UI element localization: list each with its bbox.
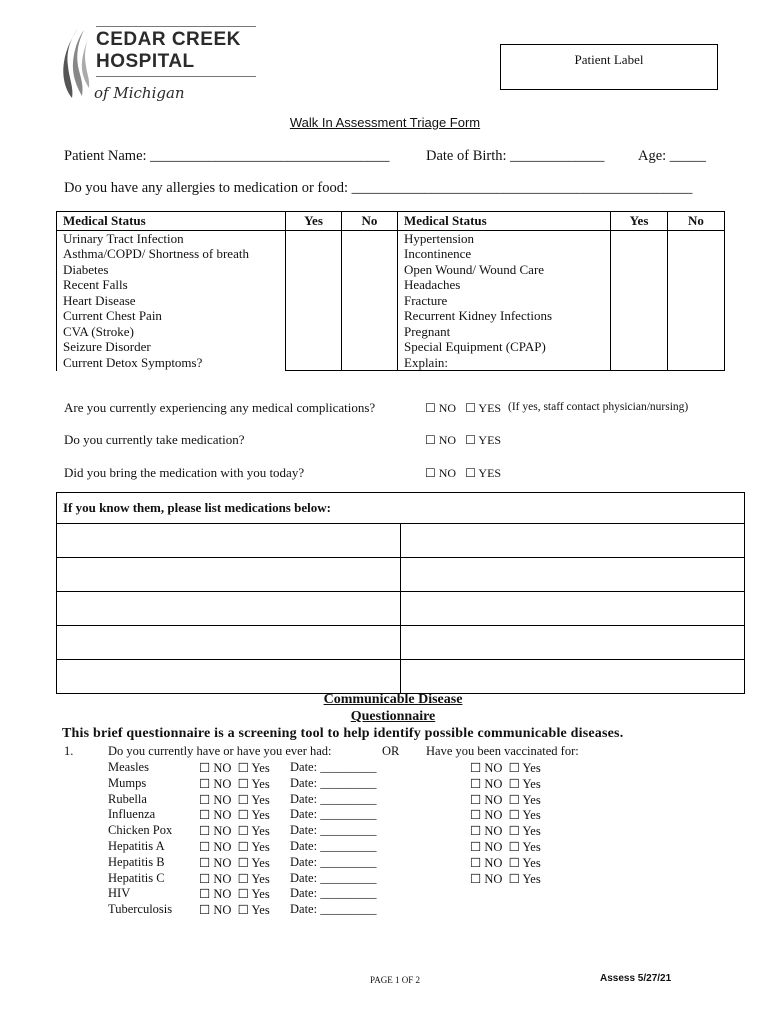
- form-title: Walk In Assessment Triage Form: [289, 115, 481, 130]
- question-brought-medication: Did you bring the medication with you today?: [64, 465, 305, 480]
- table-row: [57, 493, 745, 524]
- condition-label: Special Equipment (CPAP): [404, 339, 546, 354]
- history-checkboxes[interactable]: ☐ NO ☐ Yes: [199, 761, 270, 775]
- vaccine-checkboxes[interactable]: ☐ NO ☐ Yes: [470, 808, 541, 823]
- history-checkboxes[interactable]: ☐ NO ☐ Yes: [199, 855, 270, 870]
- history-checkboxes[interactable]: ☐ NO ☐ Yes: [199, 887, 270, 902]
- med-entry-cell[interactable]: [57, 592, 401, 626]
- disease-label: Mumps: [108, 775, 147, 790]
- disease-label: Rubella: [108, 791, 147, 806]
- communicable-title-line1: Communicable Disease: [323, 692, 463, 707]
- history-checkboxes[interactable]: ☐ NO ☐ Yes: [199, 776, 270, 791]
- left-conditions-cell: [57, 230, 286, 371]
- med-entry-cell[interactable]: [57, 558, 401, 592]
- condition-label: Current Detox Symptoms?: [63, 354, 203, 370]
- date-field[interactable]: Date: _________: [290, 775, 377, 790]
- table-row: [57, 524, 745, 558]
- med-entry-cell[interactable]: [401, 626, 745, 660]
- date-field[interactable]: Date: _________: [290, 886, 377, 901]
- vaccine-checkboxes[interactable]: ☐ NO ☐ Yes: [470, 871, 541, 886]
- date-field[interactable]: Date: _________: [290, 823, 377, 838]
- vaccine-checkboxes[interactable]: ☐ NO ☐ Yes: [470, 840, 541, 854]
- logo-rule-bottom: [96, 76, 256, 77]
- condition-label: Pregnant: [404, 323, 451, 339]
- condition-label: Diabetes: [63, 261, 109, 277]
- history-checkboxes[interactable]: ☐ NO ☐ Yes: [199, 840, 270, 854]
- condition-label: Hypertension: [404, 230, 475, 246]
- communicable-intro: This brief questionnaire is a screening tool to help identify possible communicable diseases.: [62, 726, 624, 741]
- col-header: No: [342, 212, 398, 231]
- med-entry-cell[interactable]: [401, 524, 745, 558]
- disease-label: Hepatitis C: [108, 870, 165, 885]
- med-entry-cell[interactable]: [401, 660, 745, 694]
- history-checkboxes[interactable]: ☐ NO ☐ Yes: [199, 808, 270, 823]
- condition-label: Recent Falls: [63, 277, 128, 292]
- question-number: 1.: [64, 744, 74, 758]
- date-field[interactable]: Date: _________: [290, 839, 377, 853]
- condition-label: Incontinence: [404, 246, 472, 261]
- condition-label: Current Chest Pain: [63, 308, 162, 323]
- condition-label: Urinary Tract Infection: [63, 230, 184, 246]
- date-field[interactable]: Date: _________: [290, 870, 377, 885]
- vaccine-checkboxes[interactable]: ☐ NO ☐ Yes: [470, 824, 541, 839]
- med-entry-cell[interactable]: [57, 524, 401, 558]
- left-no-cell[interactable]: [342, 230, 398, 371]
- logo-rule-top: [96, 26, 256, 27]
- question-complications: Are you currently experiencing any medical complications?: [64, 400, 376, 415]
- col-header: Medical Status: [57, 212, 286, 231]
- date-field[interactable]: Date: _________: [290, 902, 377, 917]
- disease-label: Tuberculosis: [108, 902, 173, 917]
- flame-logo-icon: [62, 26, 92, 100]
- or-label: OR: [382, 744, 400, 758]
- vaccine-checkboxes[interactable]: ☐ NO ☐ Yes: [470, 792, 541, 807]
- disease-label: Hepatitis B: [108, 854, 165, 869]
- complications-note: (If yes, staff contact physician/nursing): [508, 401, 689, 413]
- med-entry-cell[interactable]: [401, 558, 745, 592]
- condition-label: Seizure Disorder: [63, 339, 151, 354]
- complications-checkboxes[interactable]: ☐ NO ☐ YES: [425, 401, 502, 415]
- date-field[interactable]: Date: _________: [290, 760, 377, 774]
- table-row: [57, 558, 745, 592]
- table-row: [57, 660, 745, 694]
- disease-label: HIV: [108, 886, 131, 901]
- col-header: Yes: [286, 212, 342, 231]
- table-row: [57, 626, 745, 660]
- disease-label: Measles: [108, 760, 149, 774]
- logo-line2: HOSPITAL: [96, 51, 195, 72]
- condition-label: CVA (Stroke): [63, 323, 134, 339]
- vaccine-checkboxes[interactable]: ☐ NO ☐ Yes: [470, 761, 541, 775]
- right-conditions-cell: [398, 230, 611, 371]
- communicable-title-line2: Questionnaire: [350, 709, 436, 724]
- brought-medication-checkboxes[interactable]: ☐ NO ☐ YES: [425, 466, 502, 480]
- history-checkboxes[interactable]: ☐ NO ☐ Yes: [199, 792, 270, 807]
- col-header: Medical Status: [398, 212, 611, 231]
- date-field[interactable]: Date: _________: [290, 807, 377, 822]
- meds-header: If you know them, please list medications below:: [57, 493, 745, 524]
- disease-label: Hepatitis A: [108, 839, 165, 853]
- condition-label: Asthma/COPD/ Shortness of breath: [63, 246, 249, 261]
- vaccine-checkboxes[interactable]: ☐ NO ☐ Yes: [470, 855, 541, 870]
- history-checkboxes[interactable]: ☐ NO ☐ Yes: [199, 871, 270, 886]
- dob-field[interactable]: Date of Birth: _____________: [426, 148, 605, 164]
- page-number: PAGE 1 OF 2: [370, 975, 420, 985]
- question-medication: Do you currently take medication?: [64, 432, 245, 447]
- table-row: [57, 592, 745, 626]
- table-row: [57, 230, 725, 371]
- table-row: [57, 212, 725, 231]
- left-yes-cell[interactable]: [286, 230, 342, 371]
- patient-label-box[interactable]: Patient Label: [500, 44, 718, 90]
- condition-label: Heart Disease: [63, 292, 136, 308]
- condition-label: Open Wound/ Wound Care: [404, 261, 545, 277]
- medications-table: [56, 492, 745, 694]
- col-header: No: [668, 212, 725, 231]
- disease-label: Influenza: [108, 807, 156, 822]
- vaccination-question: Have you been vaccinated for:: [426, 744, 579, 758]
- logo-line1: CEDAR CREEK: [96, 29, 241, 50]
- med-entry-cell[interactable]: [57, 626, 401, 660]
- communicable-title: [0, 691, 770, 725]
- logo-line3: of Michigan: [94, 84, 185, 102]
- right-yes-cell[interactable]: [611, 230, 668, 371]
- patient-name-field[interactable]: Patient Name: _________________________________: [64, 148, 390, 164]
- medical-status-table: [56, 211, 725, 371]
- history-checkboxes[interactable]: ☐ NO ☐ Yes: [199, 824, 270, 839]
- med-entry-cell[interactable]: [401, 592, 745, 626]
- disease-label: Chicken Pox: [108, 823, 173, 838]
- col-header: Yes: [611, 212, 668, 231]
- right-no-cell[interactable]: [668, 230, 725, 371]
- hospital-logo: [62, 26, 262, 106]
- condition-label: Recurrent Kidney Infections: [404, 308, 553, 323]
- date-field[interactable]: Date: _________: [290, 791, 377, 806]
- age-field[interactable]: Age: _____: [638, 148, 707, 164]
- date-field[interactable]: Date: _________: [290, 854, 377, 869]
- assessment-version: Assess 5/27/21: [600, 973, 672, 984]
- condition-label: Headaches: [404, 277, 461, 292]
- allergies-field[interactable]: Do you have any allergies to medication or food: _______________________________________________: [64, 180, 693, 196]
- vaccine-checkboxes[interactable]: ☐ NO ☐ Yes: [470, 776, 541, 791]
- med-entry-cell[interactable]: [57, 660, 401, 694]
- condition-label: Fracture: [404, 292, 448, 308]
- condition-label: Explain:: [404, 354, 449, 370]
- medication-checkboxes[interactable]: ☐ NO ☐ YES: [425, 433, 502, 447]
- history-checkboxes[interactable]: ☐ NO ☐ Yes: [199, 903, 270, 918]
- history-question: Do you currently have or have you ever had:: [108, 744, 332, 758]
